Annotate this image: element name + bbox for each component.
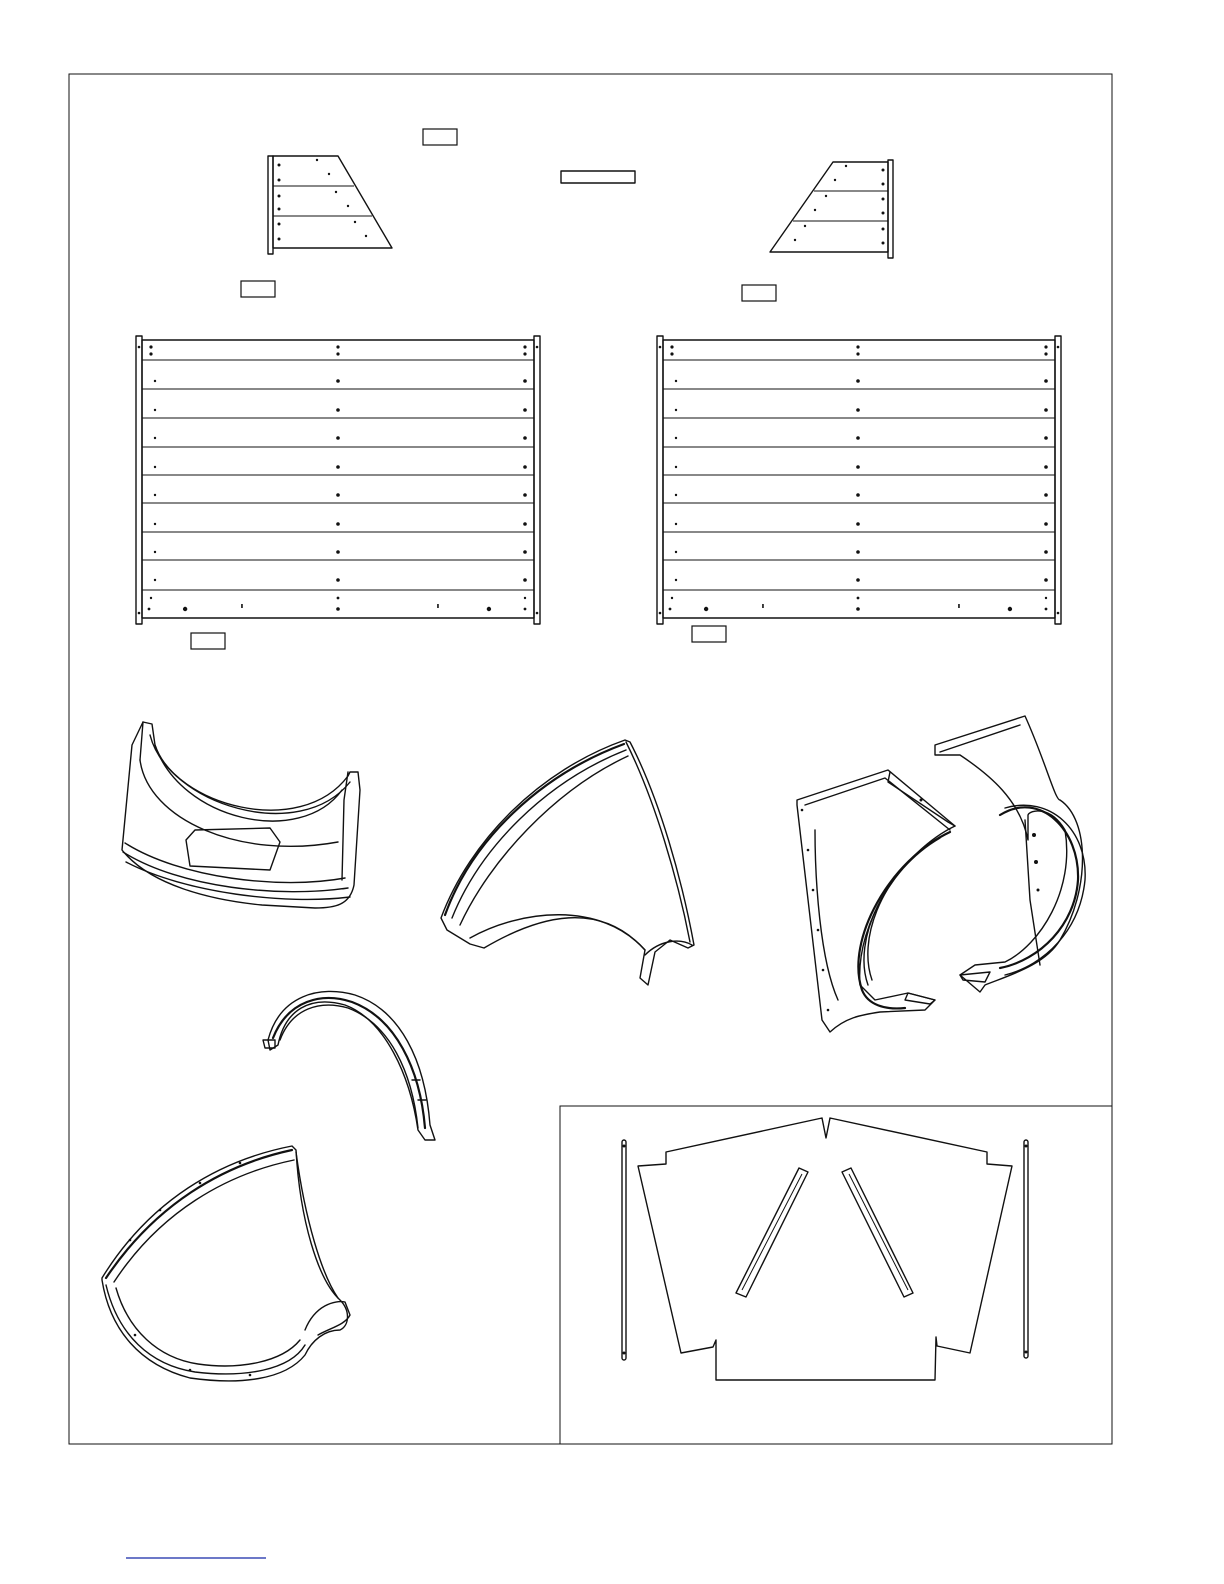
fastener-dot	[154, 409, 156, 411]
label-box-wall-left	[191, 633, 225, 649]
fastener-dot	[675, 380, 677, 382]
slide-section-arc-wedge	[441, 740, 694, 985]
fastener-dot	[856, 493, 860, 497]
label-box-triangle-right	[742, 285, 776, 301]
fastener-dot	[183, 607, 187, 611]
fastener-dot	[856, 578, 860, 582]
wall-post	[136, 336, 142, 624]
post-dot	[1057, 346, 1060, 349]
fastener-dot	[149, 345, 152, 348]
post-dot	[1057, 612, 1060, 615]
fastener-dot	[856, 522, 860, 526]
wall-post	[657, 336, 663, 624]
fastener-dot	[523, 352, 526, 355]
inset-panel	[560, 1106, 1112, 1444]
fastener-dot	[1044, 379, 1048, 383]
fastener-dot	[336, 379, 340, 383]
fastener-dot	[671, 597, 673, 599]
fastener-dot	[856, 436, 860, 440]
fastener-dot	[675, 437, 677, 439]
label-box-triangle-left	[241, 281, 275, 297]
slide-section-curved-chute	[102, 1146, 350, 1381]
wall-panel-right	[657, 336, 1061, 624]
fastener-dot	[704, 607, 708, 611]
fastener-dot	[524, 608, 527, 611]
fastener-dot	[336, 352, 339, 355]
post-dot	[536, 346, 539, 349]
fastener-dot	[336, 408, 340, 412]
fastener-dot	[523, 578, 527, 582]
fastener-dot	[154, 494, 156, 496]
fastener-dot	[336, 522, 340, 526]
inset-rod-right	[1024, 1140, 1028, 1358]
wall-post	[1055, 336, 1061, 624]
fastener-dot	[523, 436, 527, 440]
fastener-dot	[856, 345, 859, 348]
fastener-dot	[150, 597, 152, 599]
fastener-dot	[154, 437, 156, 439]
fastener-dot	[1044, 578, 1048, 582]
fastener-dot	[523, 408, 527, 412]
post-dot	[138, 346, 141, 349]
slide-section-curved-tub	[122, 722, 360, 908]
label-box-top-center	[423, 129, 457, 145]
fastener-dot	[1008, 607, 1012, 611]
fastener-dot	[154, 579, 156, 581]
triangle-panel-left	[268, 156, 392, 254]
label-box-wall-right	[692, 626, 726, 642]
fastener-dot	[1044, 345, 1047, 348]
fastener-mark	[437, 604, 439, 608]
fastener-dot	[524, 597, 526, 599]
fastener-dot	[675, 409, 677, 411]
fastener-dot	[336, 436, 340, 440]
fastener-dot	[675, 523, 677, 525]
fastener-dot	[336, 465, 340, 469]
slide-section-arch-rail	[263, 991, 435, 1140]
wall-post	[534, 336, 540, 624]
fastener-dot	[675, 579, 677, 581]
post-dot	[659, 612, 662, 615]
fastener-dot	[523, 550, 527, 554]
fastener-dot	[669, 608, 672, 611]
fastener-dot	[1044, 436, 1048, 440]
fastener-dot	[154, 466, 156, 468]
fastener-dot	[1045, 608, 1048, 611]
fastener-dot	[1044, 352, 1047, 355]
fastener-dot	[1044, 465, 1048, 469]
fastener-dot	[523, 465, 527, 469]
fastener-dot	[1044, 408, 1048, 412]
fastener-mark	[762, 604, 764, 608]
post-dot	[536, 612, 539, 615]
triangle-panel-right	[770, 160, 893, 258]
small-plank-part	[561, 171, 635, 183]
fastener-dot	[670, 352, 673, 355]
fastener-dot	[856, 607, 860, 611]
post-dot	[659, 346, 662, 349]
fastener-dot	[154, 380, 156, 382]
fastener-dot	[154, 523, 156, 525]
post-dot	[138, 612, 141, 615]
fastener-dot	[336, 607, 340, 611]
fastener-dot	[856, 550, 860, 554]
fastener-dot	[1045, 597, 1047, 599]
fastener-dot	[336, 550, 340, 554]
fastener-dot	[523, 493, 527, 497]
fastener-dot	[149, 352, 152, 355]
inset-rod-left	[622, 1140, 626, 1360]
fastener-mark	[958, 604, 960, 608]
fastener-dot	[336, 578, 340, 582]
fastener-dot	[1044, 493, 1048, 497]
fastener-dot	[336, 345, 339, 348]
fastener-dot	[1044, 522, 1048, 526]
fastener-dot	[1044, 550, 1048, 554]
fastener-dot	[523, 345, 526, 348]
fastener-dot	[670, 345, 673, 348]
slide-section-enclosure-halves	[797, 716, 1085, 1032]
fastener-dot	[856, 408, 860, 412]
fastener-dot	[675, 494, 677, 496]
fastener-dot	[487, 607, 491, 611]
fastener-dot	[337, 597, 340, 600]
fastener-mark	[241, 604, 243, 608]
fastener-dot	[523, 522, 527, 526]
fastener-dot	[856, 352, 859, 355]
fastener-dot	[523, 379, 527, 383]
fastener-dot	[148, 608, 151, 611]
fastener-dot	[154, 551, 156, 553]
fastener-dot	[856, 379, 860, 383]
fastener-dot	[336, 493, 340, 497]
wall-panel-left	[136, 336, 540, 624]
fastener-dot	[675, 466, 677, 468]
fastener-dot	[856, 465, 860, 469]
fastener-dot	[675, 551, 677, 553]
fastener-dot	[857, 597, 860, 600]
